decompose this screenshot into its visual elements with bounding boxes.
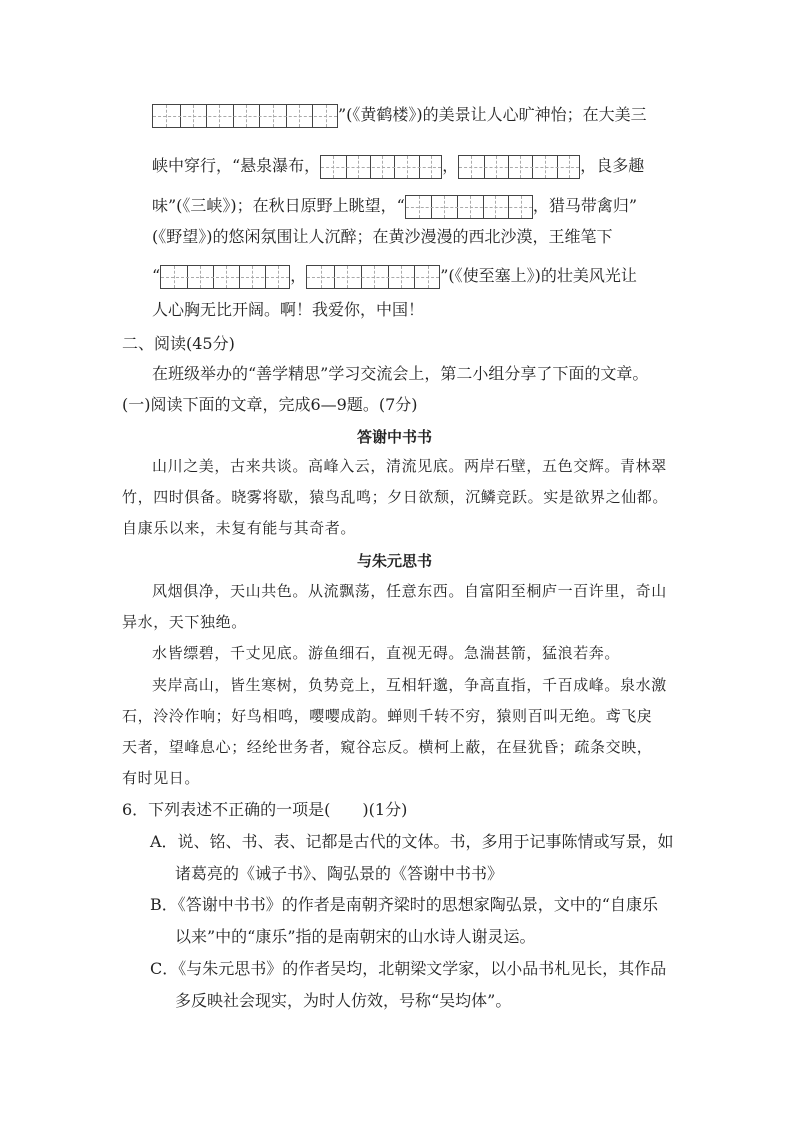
poem-text: ， <box>290 266 307 285</box>
text2-line: 夹岸高山，皆生寒树，负势竞上，互相轩邈，争高直指，千百成峰。泉水激 <box>152 676 667 694</box>
text2-line: 水皆缥碧，千丈见底。游鱼细石，直视无碍。急湍甚箭，猛浪若奔。 <box>152 644 621 662</box>
answer-blank-5[interactable] <box>405 195 533 219</box>
text2-line: 异水，天下独绝。 <box>122 613 247 631</box>
answer-blank-7[interactable] <box>152 104 338 128</box>
poem-text: ”(《黄鹤楼》)的美景让人心旷神怡；在大美三 <box>338 105 647 124</box>
text1-title: 答谢中书书 <box>357 428 433 446</box>
poem-line-3 <box>152 194 637 219</box>
option-b[interactable]: B．《答谢中书书》的作者是南朝齐梁时的思想家陶弘景，文中的“自康乐 <box>150 895 658 914</box>
text1-line: 自康乐以来，未复有能与其奇者。 <box>122 519 357 537</box>
poem-text: ”(《使至塞上》)的壮美风光让 <box>440 266 637 285</box>
text2-title: 与朱元思书 <box>357 552 433 570</box>
section-title: 二、阅读(45分) <box>122 334 235 353</box>
question-6-stem: 6．下列表述不正确的一项是( )(1分) <box>122 800 408 819</box>
blank-cell-guide <box>321 167 441 168</box>
poem-line-5 <box>152 264 637 289</box>
option-b-cont: 以来”中的“康乐”指的是南朝宋的山水诗人谢灵运。 <box>175 927 536 946</box>
answer-blank-4b[interactable] <box>458 155 580 179</box>
poem-line-4: (《野望》)的悠闲氛围让人沉醉；在黄沙漫漫的西北沙漠，王维笔下 <box>152 227 613 246</box>
subsection-title: (一)阅读下面的文章，完成6—9题。(7分) <box>122 395 418 414</box>
option-c[interactable]: C．《与朱元思书》的作者吴均，北朝梁文学家，以小品书札见长，其作品 <box>150 959 667 978</box>
option-a[interactable]: A．说、铭、书、表、记都是古代的文体。书，多用于记事陈情或写景，如 <box>150 832 674 851</box>
poem-text: 味”(《三峡》)；在秋日原野上眺望，“ <box>152 196 405 215</box>
poem-text: 峡中穿行，“悬泉瀑布， <box>152 156 321 175</box>
section-intro: 在班级举办的“善学精思”学习交流会上，第二小组分享了下面的文章。 <box>152 364 649 383</box>
answer-blank-5b[interactable] <box>306 265 440 289</box>
poem-text: ，猎马带禽归” <box>532 196 638 215</box>
text2-line: 石，泠泠作响；好鸟相鸣，嘤嘤成韵。蝉则千转不穷，猿则百叫无绝。鸢飞戾 <box>122 707 653 725</box>
text2-line: 有时见日。 <box>122 769 201 787</box>
poem-text: ，良多趣 <box>580 156 645 175</box>
blank-cell-guide <box>406 207 532 208</box>
poem-line-6: 人心胸无比开阔。啊！我爱你，中国！ <box>152 300 425 319</box>
blank-cell-guide <box>459 167 579 168</box>
answer-blank-5a[interactable] <box>160 265 290 289</box>
text2-line: 风烟俱净，天山共色。从流飘荡，任意东西。自富阳至桐庐一百许里，奇山 <box>152 582 667 600</box>
text2-line: 天者，望峰息心；经纶世务者，窥谷忘反。横柯上蔽，在昼犹昏；疏条交映， <box>122 738 653 756</box>
poem-text: “ <box>152 266 161 285</box>
text1-line: 山川之美，古来共谈。高峰入云，清流见底。两岸石壁，五色交辉。青林翠 <box>152 457 667 475</box>
poem-line-1 <box>152 103 647 128</box>
blank-cell-guide <box>161 277 289 278</box>
poem-text: ， <box>442 156 459 175</box>
text1-line: 竹，四时俱备。晓雾将歇，猿鸟乱鸣；夕日欲颓，沉鳞竞跃。实是欲界之仙都。 <box>122 488 669 506</box>
option-c-cont: 多反映社会现实，为时人仿效，号称“吴均体”。 <box>175 991 512 1010</box>
option-a-cont: 诸葛亮的《诫子书》、陶弘景的《答谢中书书》 <box>175 864 504 883</box>
blank-cell-guide <box>307 277 439 278</box>
poem-line-2 <box>152 154 644 179</box>
blank-cell-guide <box>153 116 337 117</box>
answer-blank-4a[interactable] <box>320 155 442 179</box>
